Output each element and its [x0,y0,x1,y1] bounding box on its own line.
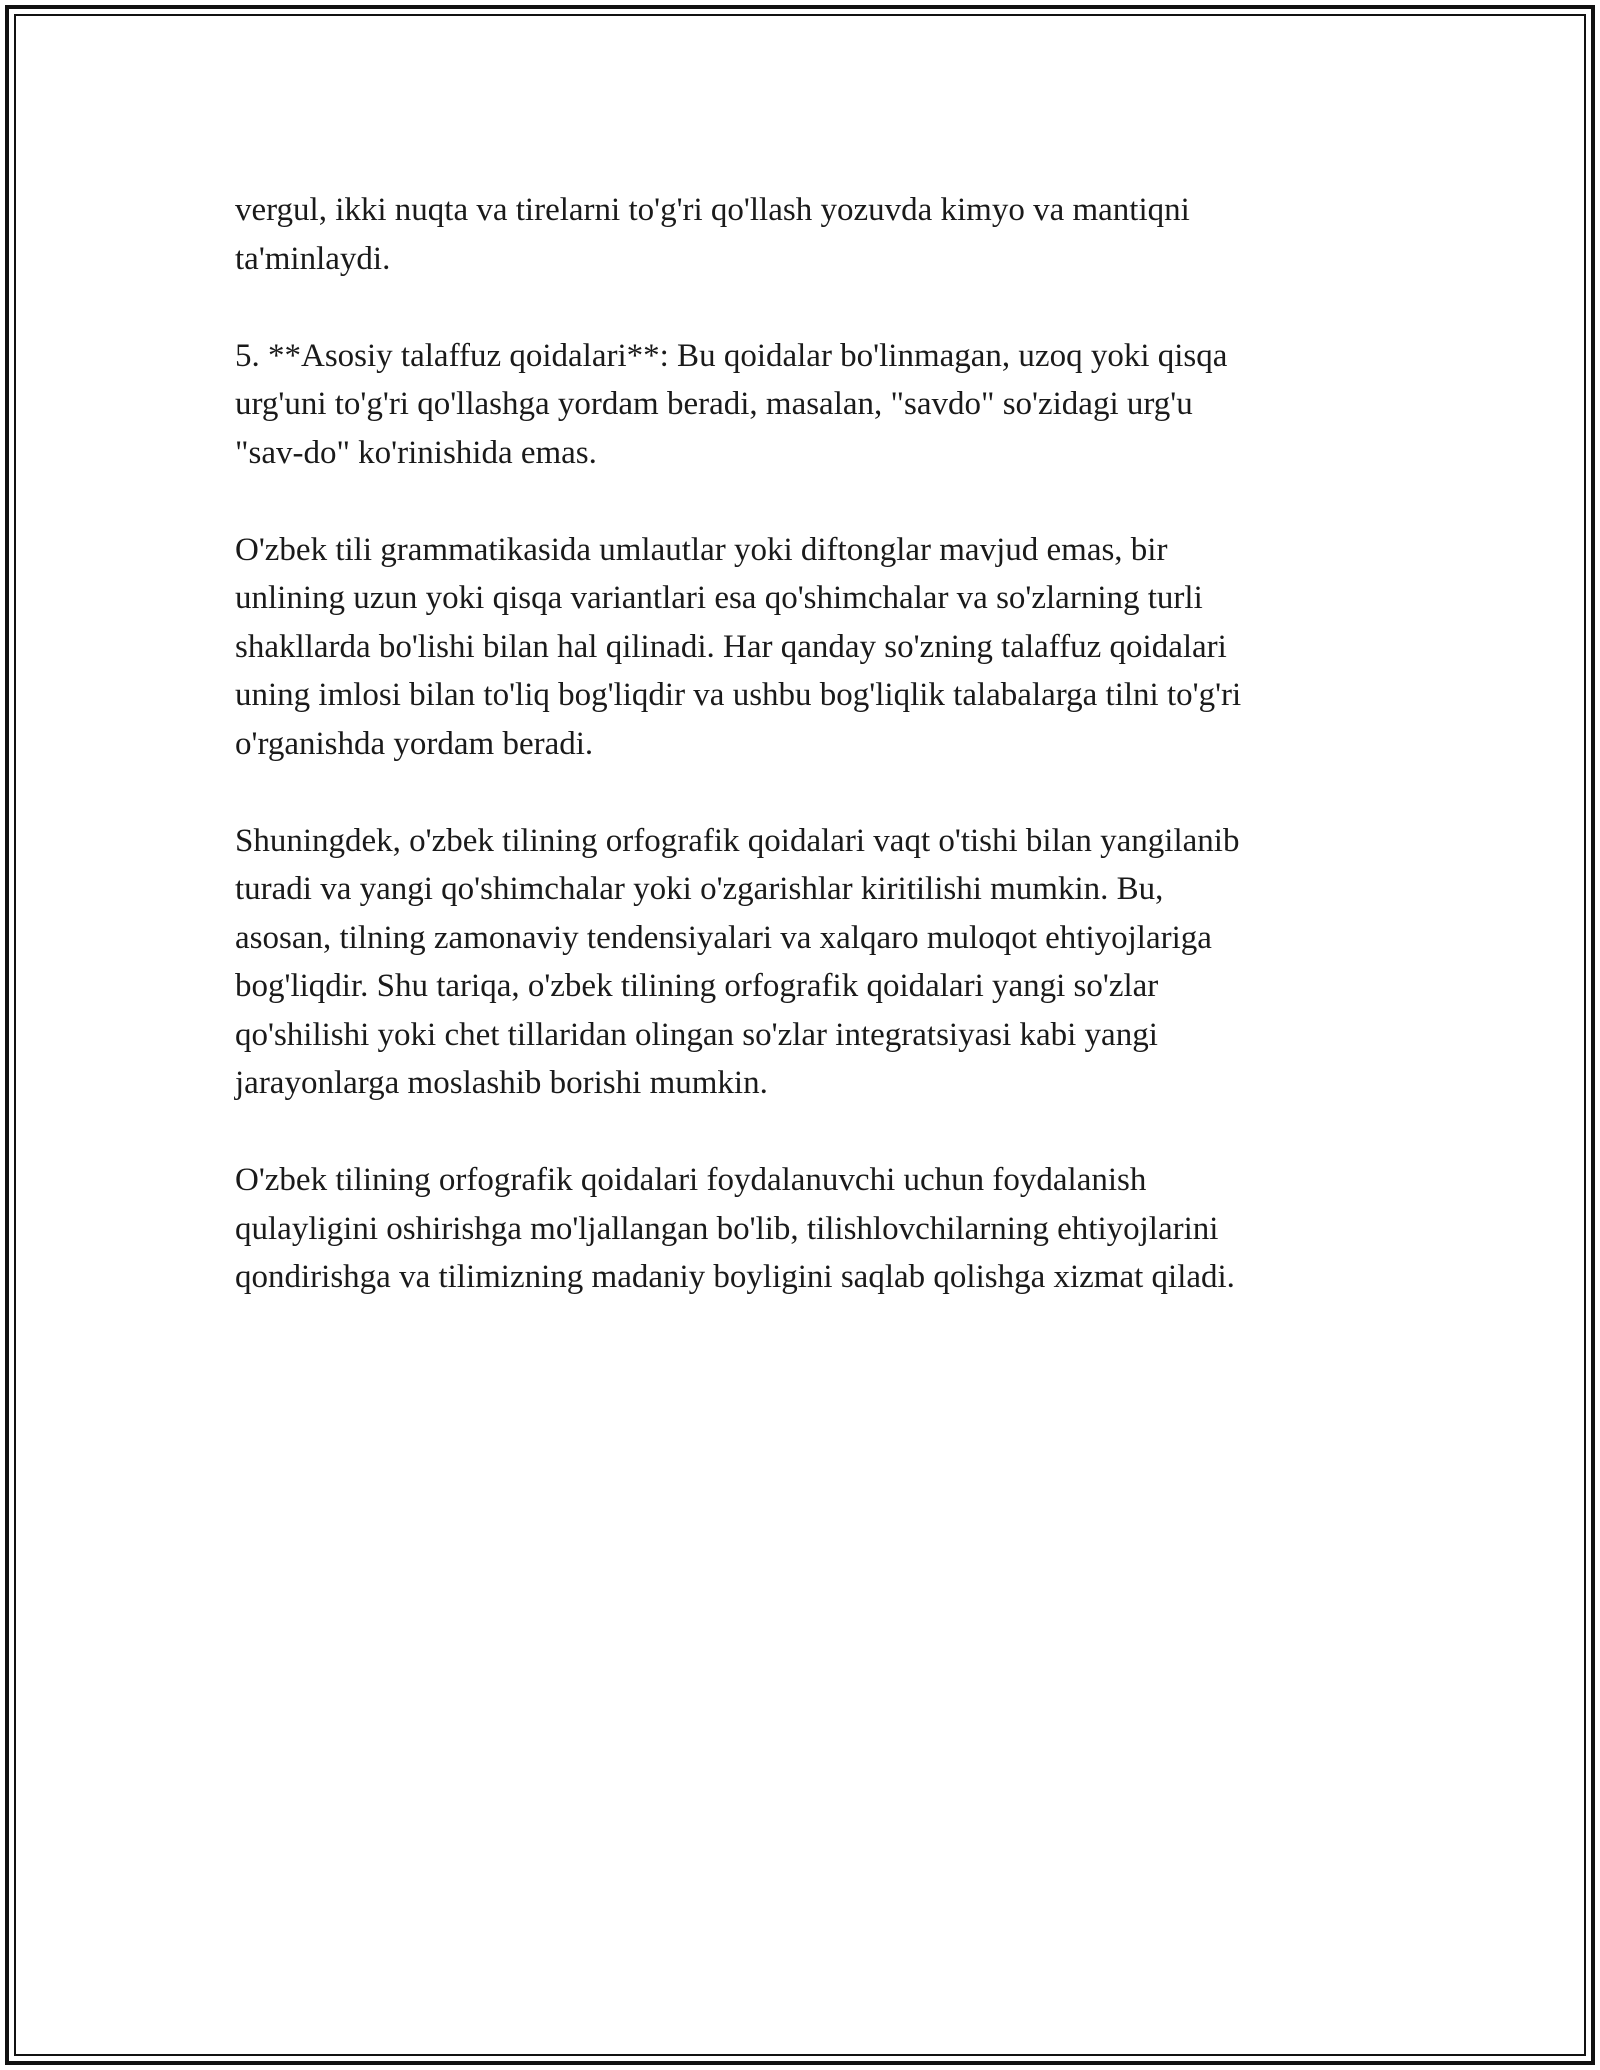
text-line: Shuningdek, o'zbek tilining orfografik qoidalari vaqt o'tishi bilan yangilanib [235,822,1240,859]
text-line: ta'minlaydi. [235,240,391,277]
text-line: "sav-do" ko'rinishida emas. [235,434,597,471]
paragraph-conclusion [235,1156,1370,1302]
text-line: turadi va yangi qo'shimchalar yoki o'zgarishlar kiritilishi mumkin. Bu, [235,871,1164,907]
text-line: qulayligini oshirishga mo'ljallangan bo'lib, tilishlovchilarning ehtiyojlarini [235,1210,1219,1247]
paragraph-punctuation-continuation [235,186,1370,283]
text-line: bog'liqdir. Shu tariqa, o'zbek tilining orfografik qoidalari yangi so'zlar [235,968,1159,1004]
text-line: O'zbek tili grammatikasida umlautlar yoki diftonglar mavjud emas, bir [235,531,1168,568]
paragraph-pronunciation-rules [235,332,1370,478]
text-line: unlining uzun yoki qisqa variantlari esa qo'shimchalar va so'zlarning turli [235,580,1203,616]
text-line: 5. **Asosiy talaffuz qoidalari**: Bu qoidalar bo'linmagan, uzoq yoki qisqa [235,337,1228,374]
text-line: qondirishga va tilimizning madaniy boyligini saqlab qolishga xizmat qiladi. [235,1259,1235,1295]
text-line: o'rganishda yordam beradi. [235,725,594,762]
text-line: O'zbek tilining orfografik qoidalari foydalanuvchi uchun foydalanish [235,1162,1147,1198]
document-body [235,186,1370,1350]
text-line: shakllarda bo'lishi bilan hal qilinadi. Har qanday so'zning talaffuz qoidalari [235,628,1227,665]
text-line: urg'uni to'g'ri qo'llashga yordam beradi, masalan, "savdo" so'zidagi urg'u [235,386,1193,422]
paragraph-grammar [235,526,1370,769]
text-line: asosan, tilning zamonaviy tendensiyalari va xalqaro muloqot ehtiyojlariga [235,919,1212,956]
text-line: vergul, ikki nuqta va tirelarni to'g'ri qo'llash yozuvda kimyo va mantiqni [235,192,1190,228]
text-line: jarayonlarga moslashib borishi mumkin. [235,1065,768,1101]
text-line: qo'shilishi yoki chet tillaridan olingan so'zlar integratsiyasi kabi yangi [235,1016,1158,1053]
text-line: uning imlosi bilan to'liq bog'liqdir va ushbu bog'liqlik talabalarga tilni to'g'ri [235,677,1242,713]
paragraph-orthography-updates [235,817,1370,1108]
